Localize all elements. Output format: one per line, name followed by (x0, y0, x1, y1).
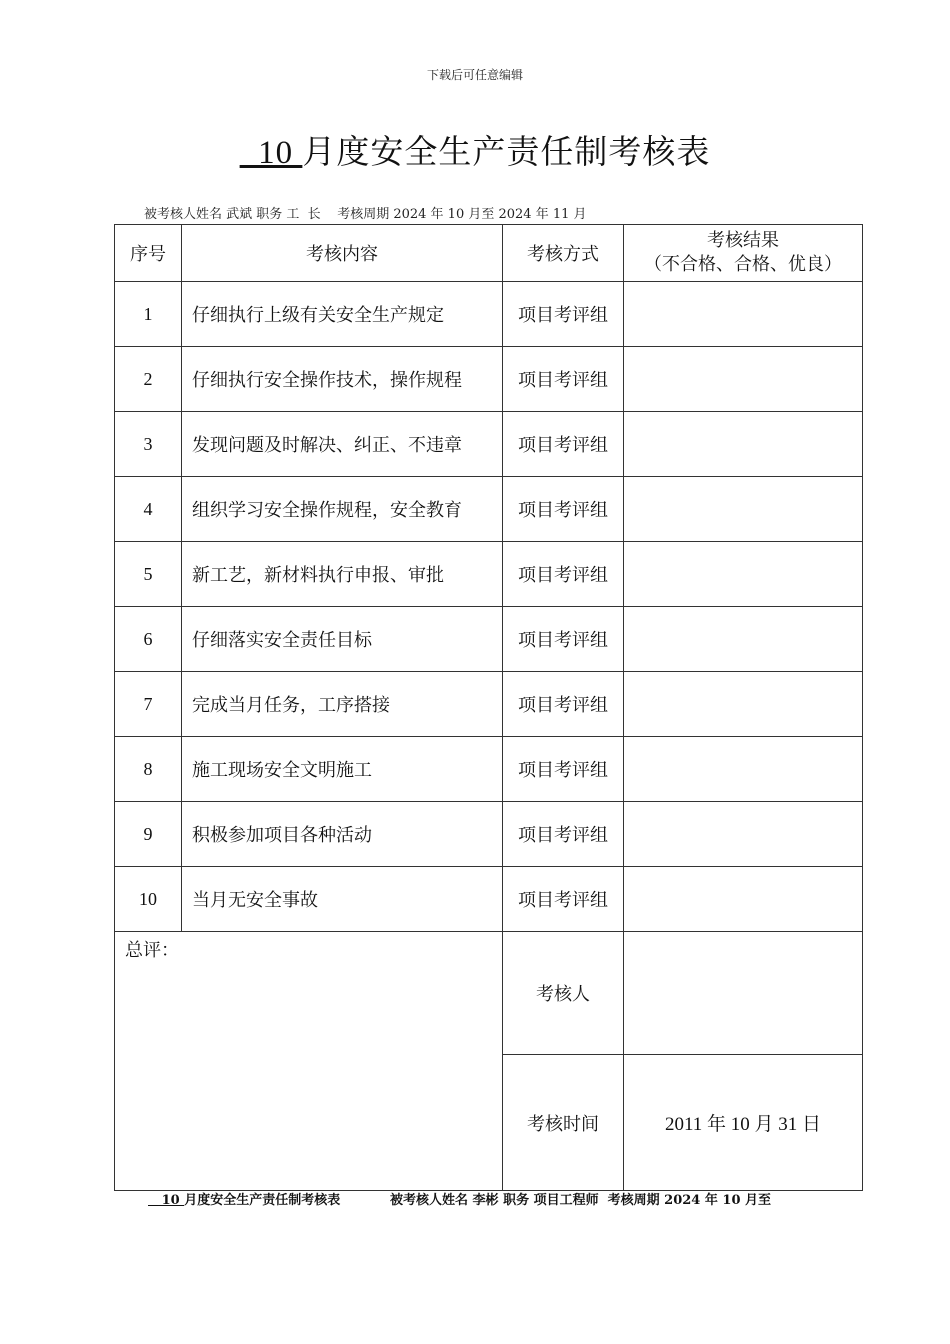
table-row (115, 737, 863, 802)
row-num: 2 (115, 347, 182, 412)
summary-row-assessor (115, 932, 863, 1055)
row-content: 积极参加项目各种活动 (182, 802, 503, 867)
row-method: 项目考评组 (503, 672, 624, 737)
time-value[interactable]: 2011 年 10 月 31 日 (624, 1055, 863, 1191)
assessor-label: 考核人 (503, 932, 624, 1055)
row-num: 10 (115, 867, 182, 932)
row-method: 项目考评组 (503, 282, 624, 347)
header-method: 考核方式 (503, 225, 624, 282)
table-row (115, 672, 863, 737)
row-result[interactable] (624, 542, 863, 607)
row-content: 仔细落实安全责任目标 (182, 607, 503, 672)
row-content: 仔细执行上级有关安全生产规定 (182, 282, 503, 347)
header-result (624, 225, 863, 282)
row-method: 项目考评组 (503, 867, 624, 932)
table-row (115, 282, 863, 347)
row-content: 仔细执行安全操作技术，操作规程 (182, 347, 503, 412)
row-method: 项目考评组 (503, 477, 624, 542)
summary-cell[interactable] (115, 932, 503, 1191)
table-row (115, 867, 863, 932)
row-num: 8 (115, 737, 182, 802)
row-content: 完成当月任务，工序搭接 (182, 672, 503, 737)
row-method: 项目考评组 (503, 802, 624, 867)
download-note: 下载后可任意编辑 (426, 68, 523, 82)
footer-line (148, 1189, 771, 1208)
row-result[interactable] (624, 867, 863, 932)
header-content: 考核内容 (182, 225, 503, 282)
row-content: 发现问题及时解决、纠正、不违章 (182, 412, 503, 477)
table-row (115, 412, 863, 477)
row-num: 9 (115, 802, 182, 867)
time-label: 考核时间 (503, 1055, 624, 1191)
row-result[interactable] (624, 412, 863, 477)
row-content: 新工艺，新材料执行申报、审批 (182, 542, 503, 607)
title-text: 月度安全生产责任制考核表 (302, 132, 711, 171)
row-result[interactable] (624, 282, 863, 347)
row-content: 组织学习安全操作规程，安全教育 (182, 477, 503, 542)
row-result[interactable] (624, 347, 863, 412)
row-method: 项目考评组 (503, 542, 624, 607)
assessor-value[interactable] (624, 932, 863, 1055)
row-num: 1 (115, 282, 182, 347)
footer-info: 被考核人姓名 李彬 职务 项目工程师 考核周期 2024 年 10 月至 (390, 1193, 772, 1208)
row-content: 当月无安全事故 (182, 867, 503, 932)
table-row (115, 477, 863, 542)
footer-month: 10 (148, 1193, 185, 1208)
assessment-table (114, 224, 863, 1191)
table-header-row (115, 225, 863, 282)
header-num: 序号 (115, 225, 182, 282)
row-num: 3 (115, 412, 182, 477)
page-title (0, 126, 950, 173)
row-method: 项目考评组 (503, 737, 624, 802)
row-result[interactable] (624, 477, 863, 542)
row-num: 6 (115, 607, 182, 672)
assessee-info-line: 被考核人姓名 武斌 职务 工 长 考核周期 2024 年 10 月至 2024 年 11 月 (144, 207, 587, 222)
row-method: 项目考评组 (503, 412, 624, 477)
table-row (115, 542, 863, 607)
footer-title: 月度安全生产责任制考核表 (184, 1193, 341, 1208)
row-num: 4 (115, 477, 182, 542)
row-result[interactable] (624, 802, 863, 867)
row-content: 施工现场安全文明施工 (182, 737, 503, 802)
row-method: 项目考评组 (503, 347, 624, 412)
table-row (115, 607, 863, 672)
summary-label: 总评： (125, 940, 179, 961)
row-result[interactable] (624, 737, 863, 802)
header-result-options: （不合格、合格、优良） (644, 254, 842, 275)
row-method: 项目考评组 (503, 607, 624, 672)
row-num: 5 (115, 542, 182, 607)
table-row (115, 347, 863, 412)
header-result-title: 考核结果 (707, 230, 779, 251)
title-month: 10 (239, 135, 303, 171)
table-row (115, 802, 863, 867)
row-result[interactable] (624, 672, 863, 737)
row-result[interactable] (624, 607, 863, 672)
row-num: 7 (115, 672, 182, 737)
